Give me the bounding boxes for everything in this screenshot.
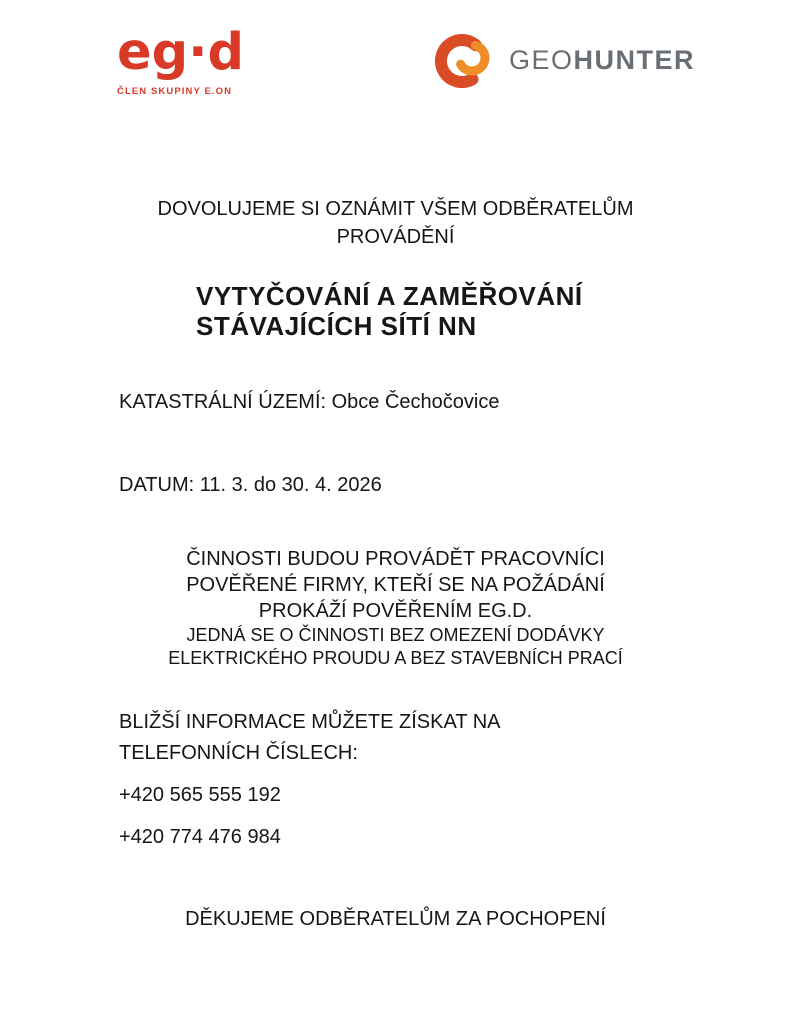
egd-tagline: ČLEN SKUPINY E.ON [117, 86, 233, 97]
activities-paragraph [0, 546, 791, 670]
egd-wordmark: eg·d [117, 23, 244, 82]
contact-line-2: TELEFONNÍCH ČÍSLECH: [119, 742, 358, 764]
cadastral-value: Obce Čechočovice [331, 391, 500, 413]
intro-paragraph [0, 195, 791, 251]
contact-block [119, 707, 501, 853]
phone-number-2: +420 774 476 984 [119, 826, 281, 848]
activities-line-2: POVĚŘENÉ FIRMY, KTEŘÍ SE NA POŽÁDÁNÍ [186, 574, 605, 596]
cadastral-line [119, 390, 500, 414]
geohunter-hunter-text: HUNTER [573, 45, 696, 75]
egd-logo [117, 23, 244, 97]
geohunter-wordmark [509, 45, 695, 76]
closing-line: DĚKUJEME ODBĚRATELŮM ZA POCHOPENÍ [185, 908, 606, 930]
cadastral-label: KATASTRÁLNÍ ÚZEMÍ: [119, 391, 327, 413]
geohunter-geo-text: GEO [509, 45, 574, 75]
phone-number-1: +420 565 555 192 [119, 784, 281, 806]
title-line-1: VYTYČOVÁNÍ A ZAMĚŘOVÁNÍ [196, 281, 583, 311]
date-line [119, 473, 382, 497]
intro-line-1: DOVOLUJEME SI OZNÁMIT VŠEM ODBĚRATELŮM [157, 198, 634, 220]
title-line-2: STÁVAJÍCÍCH SÍTÍ NN [196, 311, 477, 341]
activities-line-1: ČINNOSTI BUDOU PROVÁDĚT PRACOVNÍCI [186, 548, 605, 570]
notice-title [196, 281, 583, 341]
activities-line-4: JEDNÁ SE O ČINNOSTI BEZ OMEZENÍ DODÁVKY [186, 625, 605, 645]
geohunter-swirl-icon [434, 33, 500, 88]
date-value: 11. 3. do 30. 4. 2026 [199, 474, 382, 496]
contact-line-1: BLIŽŠÍ INFORMACE MŮŽETE ZÍSKAT NA [119, 711, 501, 733]
intro-line-2: PROVÁDĚNÍ [336, 226, 455, 248]
date-label: DATUM: [119, 474, 195, 496]
activities-line-5: ELEKTRICKÉHO PROUDU A BEZ STAVEBNÍCH PRACÍ [168, 648, 623, 668]
geohunter-logo [434, 33, 695, 88]
activities-line-3: PROKÁŽÍ POVĚŘENÍM EG.D. [258, 600, 533, 622]
